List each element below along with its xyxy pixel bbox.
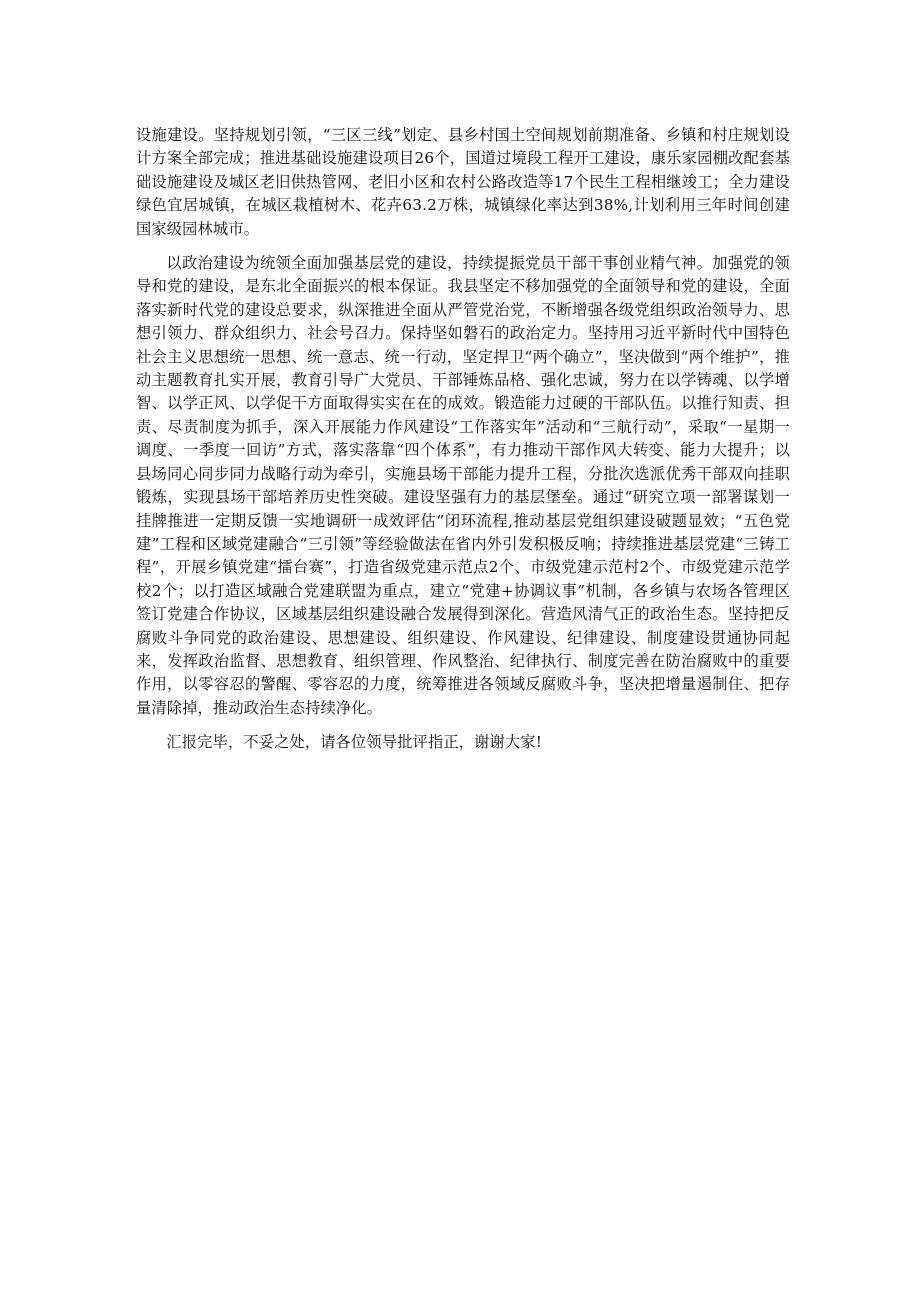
document-body bbox=[136, 124, 790, 755]
paragraph-infrastructure: 设施建设。坚持规划引领，“三区三线”划定、县乡村国土空间规划前期准备、乡镇和村庄规划设计方案全部完成；推进基础设施建设项目26个，国道过境段工程开工建设，康乐家园棚改配套基础设施建设及城区老旧供热管网、老旧小区和农村公路改造等17个民生工程相继竣工；全力建设绿色宜居城镇，在城区栽植树木、花卉63.2万株，城镇绿化率达到38%,计划利用三年时间创建国家级园林城市。 bbox=[136, 126, 790, 238]
paragraph-closing: 汇报完毕，不妥之处，请各位领导批评指正，谢谢大家! bbox=[166, 733, 542, 752]
paragraph-party-building: 以政治建设为统领全面加强基层党的建设，持续提振党员干部干事创业精气神。加强党的领导和党的建设，是东北全面振兴的根本保证。我县坚定不移加强党的全面领导和党的建设，全面落实新时代党的建设总要求，纵深推进全面从严管党治党，不断增强各级党组织政治领导力、思想引领力、群众组织力、社会号召力。保持坚如磐石的政治定力。坚持用习近平新时代中国特色社会主义思想统一思想、统一意志、统一行动，坚定捍卫“两个确立”，坚决做到“两个维护”，推动主题教育扎实开展，教育引导广大党员、干部锤炼品格、强化忠诚，努力在以学铸魂、以学增智、以学正风、以学促干方面取得实实在在的成效。锻造能力过硬的干部队伍。以推行知责、担责、尽责制度为抓手，深入开展能力作风建设“工作落实年”活动和“三航行动”，采取“一星期一调度、一季度一回访”方式，落实落靠“四个体系”，有力推动干部作风大转变、能力大提升；以县场同心同步同力战略行动为牵引，实施县场干部能力提升工程，分批次选派优秀干部双向挂职锻炼，实现县场干部培养历史性突破。建设坚强有力的基层堡垒。通过“研究立项一部署谋划一挂牌推进一定期反馈一实地调研一成效评估”闭环流程,推动基层党组织建设破题显效；“五色党建”工程和区域党建融合“三引领”等经验做法在省内外引发积极反响；持续推进基层党建“三铸工程”，开展乡镇党建“擂台赛”，打造省级党建示范点2个、市级党建示范村2个、市级党建示范学校2个；以打造区域融合党建联盟为重点，建立“党建+协调议事”机制，各乡镇与农场各管理区签订党建合作协议，区域基层组织建设融合发展得到深化。营造风清气正的政治生态。坚持把反腐败斗争同党的政治建设、思想建设、组织建设、作风建设、纪律建设、制度建设贯通协同起来，发挥政治监督、思想教育、组织管理、作风整治、纪律执行、制度完善在防治腐败中的重要作用，以零容忍的警醒、零容忍的力度，统筹推进各领域反腐败斗争，坚决把增量遏制住、把存量清除掉，推动政治生态持续净化。 bbox=[136, 254, 790, 717]
